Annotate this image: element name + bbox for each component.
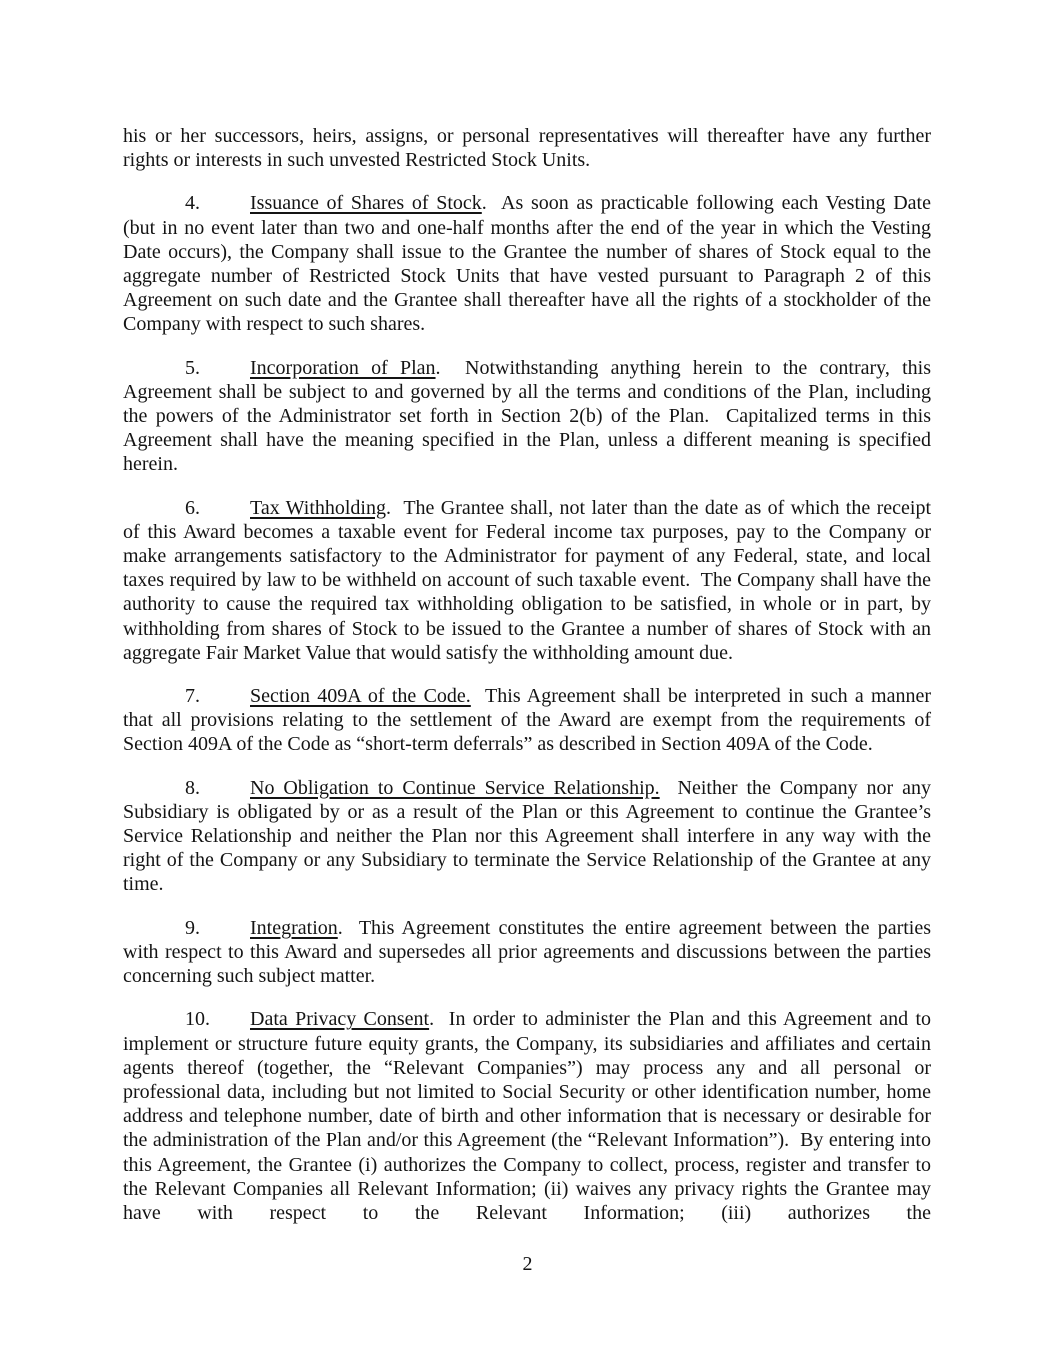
- paragraph-9-separator: .: [337, 916, 359, 939]
- page-number: 2: [522, 1253, 533, 1275]
- paragraph-9: [123, 916, 931, 989]
- intro-paragraph: his or her successors, heirs, assigns, or personal representatives will thereafter have any further rights or interests in such unvested Restricted Stock Units.: [123, 125, 931, 172]
- paragraph-4-text: As soon as practicable following each Vesting Date (but in no event later than two and one-half months after the end of the year in which the Vesting Date occurs), the Company shall issue to the Grantee the number of shares of Stock equal to the aggregate number of Restricted Stock Units that have vested pursuant to Paragraph 2 of this Agreement on such date and the Grantee shall thereafter have all the rights of a stockholder of the Company with respect to such shares.: [123, 192, 931, 336]
- paragraph-5-text: Notwithstanding anything herein to the contrary, this Agreement shall be subject to and governed by all the terms and conditions of the Plan, including the powers of the Administrator set forth in Section 2(b) of the Plan. Capitalized terms in this Agreement shall have the meaning specified in the Plan, unless a different meaning is specified herein.: [123, 356, 931, 476]
- paragraph-4-heading: Issuance of Shares of Stock: [250, 192, 482, 215]
- paragraph-6-text: The Grantee shall, not later than the date as of which the receipt of this Award becomes a taxable event for Federal income tax purposes, pay to the Company or make arrangements satisfactory to the Administrator for payment of any Federal, state, and local taxes required by law to be withheld on account of such taxable event. The Company shall have the authority to cause the required tax withholding obligation to be satisfied, in whole or in part, by withholding from shares of Stock to be issued to the Grantee a number of shares of Stock with an aggregate Fair Market Value that would satisfy the withholding amount due.: [123, 496, 931, 664]
- paragraph-8-number: 8.: [185, 776, 200, 799]
- paragraph-7-text: This Agreement shall be interpreted in such a manner that all provisions relating to the settlement of the Award are exempt from the requirements of Section 409A of the Code as “short-term deferrals” as described in Section 409A of the Code.: [123, 685, 932, 756]
- paragraph-5: [123, 356, 931, 477]
- paragraph-5-number: 5.: [185, 356, 200, 379]
- paragraph-9-text: This Agreement constitutes the entire agreement between the parties with respect to this Award and supersedes all prior agreements and discussions between the parties concerning such subject matter.: [123, 916, 932, 988]
- document-body: [123, 124, 931, 1225]
- paragraph-8-text: Neither the Company nor any Subsidiary is obligated by or as a result of the Plan or this Agreement to continue the Grantee’s Service Relationship and neither the Plan nor this Agreement shall interfere in any way with the right of the Company or any Subsidiary to terminate the Service Relationship of the Grantee at any time.: [123, 776, 932, 896]
- paragraph-6: [123, 496, 931, 665]
- paragraph-9-heading: Integration: [250, 916, 338, 939]
- paragraph-10-heading: Data Privacy Consent: [250, 1008, 430, 1031]
- paragraph-7-heading: Section 409A of the Code.: [250, 685, 471, 708]
- paragraph-8-separator: [660, 777, 678, 799]
- paragraph-5-separator: .: [435, 356, 466, 379]
- paragraph-7: [123, 684, 931, 757]
- paragraph-6-heading: Tax Withholding: [250, 496, 386, 519]
- paragraph-10: [123, 1007, 931, 1225]
- paragraph-7-separator: [471, 685, 485, 707]
- paragraph-8-heading: No Obligation to Continue Service Relationship.: [250, 776, 660, 799]
- paragraph-6-separator: .: [386, 496, 404, 519]
- paragraph-8: [123, 776, 931, 897]
- paragraph-4-separator: .: [481, 192, 502, 215]
- paragraph-5-heading: Incorporation of Plan: [250, 356, 436, 379]
- paragraph-10-separator: .: [429, 1008, 449, 1031]
- paragraph-4-number: 4.: [185, 192, 200, 215]
- paragraph-4: [123, 191, 931, 336]
- paragraph-6-number: 6.: [185, 496, 200, 519]
- paragraph-7-number: 7.: [185, 685, 200, 708]
- paragraph-10-text: In order to administer the Plan and this Agreement and to implement or structure future equity grants, the Company, its subsidiaries and affiliates and certain agents thereof (together, the “Relevant Companies”) may process any and all personal or professional data, including but not limited to Social Security or other identification number, home address and telephone number, date of birth and other information that is necessary or desirable for the administration of the Plan and/or this Agreement (the “Relevant Information”). By entering into this Agreement, the Grantee (i) authorizes the Company to collect, process, register and transfer to the Relevant Companies all Relevant Information; (ii) waives any privacy rights the Grantee may have with respect to the Relevant Information; (iii) authorizes the: [123, 1008, 931, 1224]
- paragraph-9-number: 9.: [185, 916, 200, 939]
- paragraph-10-number: 10.: [185, 1008, 210, 1031]
